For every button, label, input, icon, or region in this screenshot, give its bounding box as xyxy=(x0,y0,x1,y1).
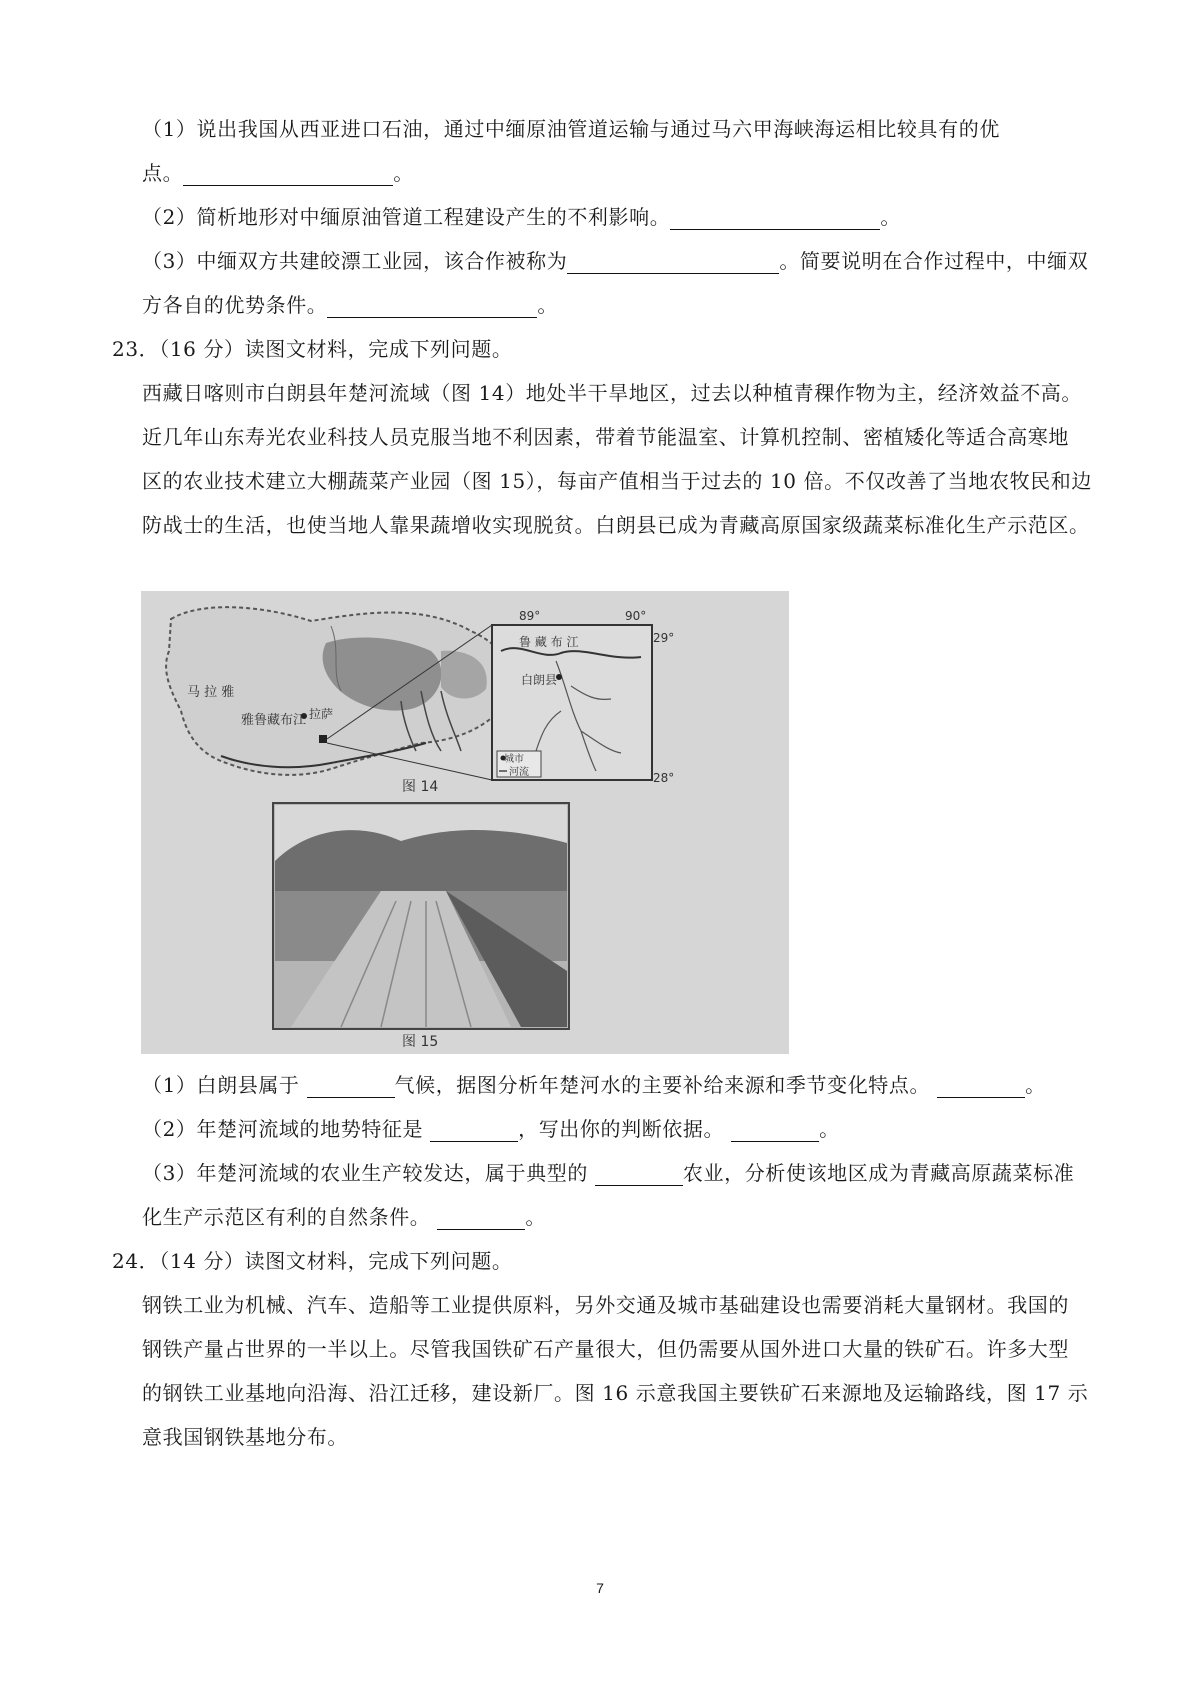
answer-blank[interactable] xyxy=(595,1163,683,1186)
answer-blank[interactable] xyxy=(731,1119,819,1142)
himalaya-label: 马 拉 雅 xyxy=(187,685,235,700)
q23-text-line1: 西藏日喀则市白朗县年楚河流域（图 14）地处半干旱地区，过去以种植青稞作物为主，经济效益不高。 xyxy=(142,381,1083,405)
q24-text-line1: 钢铁工业为机械、汽车、造船等工业提供原料，另外交通及城市基础建设也需要消耗大量钢材。我国的 xyxy=(142,1293,1069,1317)
q24-text-line4: 意我国钢铁基地分布。 xyxy=(142,1425,348,1449)
answer-blank[interactable] xyxy=(567,251,779,274)
lon-90-label: 90° xyxy=(625,609,647,623)
legend-city-label: 城市 xyxy=(504,754,524,765)
lat-29-label: 29° xyxy=(653,631,675,645)
q23-heading: 23．（16 分）读图文材料，完成下列问题。 xyxy=(112,337,513,361)
lhasa-label: 拉萨 xyxy=(309,707,334,721)
answer-blank[interactable] xyxy=(937,1075,1025,1098)
q24-text-line3: 的钢铁工业基地向沿海、沿江迁移，建设新厂。图 16 示意我国主要铁矿石来源地及运输路线，图 17 示 xyxy=(142,1381,1089,1405)
answer-blank[interactable] xyxy=(670,207,880,230)
lat-28-label: 28° xyxy=(653,771,675,785)
legend-river-label: 河流 xyxy=(509,767,529,778)
lon-89-label: 89° xyxy=(519,609,541,623)
inset-river-label: 鲁 藏 布 江 xyxy=(519,635,579,649)
q23-2-line: （2）年楚河流域的地势特征是 ，写出你的判断依据。 。 xyxy=(142,1117,840,1141)
q22-3-line2: 方各自的优势条件。 。 xyxy=(142,293,559,317)
answer-blank[interactable] xyxy=(327,295,537,318)
answer-blank[interactable] xyxy=(437,1207,525,1230)
q23-text-line4: 防战士的生活，也使当地人靠果蔬增收实现脱贫。白朗县已成为青藏高原国家级蔬菜标准化生产示范区。 xyxy=(142,513,1090,537)
answer-blank[interactable] xyxy=(430,1119,518,1142)
fig14-caption: 图 14 xyxy=(402,779,439,795)
bailang-marker xyxy=(319,735,327,743)
q23-text-line2: 近几年山东寿光农业科技人员克服当地不利因素，带着节能温室、计算机控制、密植矮化等适合高寒地 xyxy=(142,425,1069,449)
q24-heading: 24．（14 分）读图文材料，完成下列问题。 xyxy=(112,1249,513,1273)
q23-1-line: （1）白朗县属于 气候，据图分析年楚河水的主要补给来源和季节变化特点。 。 xyxy=(142,1073,1046,1097)
answer-blank[interactable] xyxy=(307,1075,395,1098)
q24-text-line2: 钢铁产量占世界的一半以上。尽管我国铁矿石产量很大，但仍需要从国外进口大量的铁矿石。许多大型 xyxy=(142,1337,1069,1361)
page-number: 7 xyxy=(596,1580,604,1596)
q22-1-line2: 点。 。 xyxy=(142,161,414,185)
greenhouse-photo xyxy=(273,803,569,1029)
q22-2-line: （2）简析地形对中缅原油管道工程建设产生的不利影响。 。 xyxy=(142,205,901,229)
q23-text-line3: 区的农业技术建立大棚蔬菜产业园（图 15），每亩产值相当于过去的 10 倍。不仅改善了当地农牧民和边 xyxy=(142,469,1092,493)
yarlung-label: 雅鲁藏布江 xyxy=(241,713,307,728)
q23-3-line1: （3）年楚河流域的农业生产较发达，属于典型的 农业，分析使该地区成为青藏高原蔬菜标准 xyxy=(142,1161,1075,1185)
answer-blank[interactable] xyxy=(183,163,393,186)
bailang-label: 白朗县 xyxy=(521,673,558,687)
figure-14-15 xyxy=(141,591,789,1054)
q22-3-line1: （3）中缅双方共建皎漂工业园，该合作被称为 。简要说明在合作过程中，中缅双 xyxy=(142,249,1089,273)
q22-1-line1: （1）说出我国从西亚进口石油，通过中缅原油管道运输与通过马六甲海峡海运相比较具有的优 xyxy=(142,117,1000,141)
fig15-caption: 图 15 xyxy=(402,1034,439,1050)
q23-3-line2: 化生产示范区有利的自然条件。 。 xyxy=(142,1205,546,1229)
figure-svg xyxy=(141,591,789,1054)
